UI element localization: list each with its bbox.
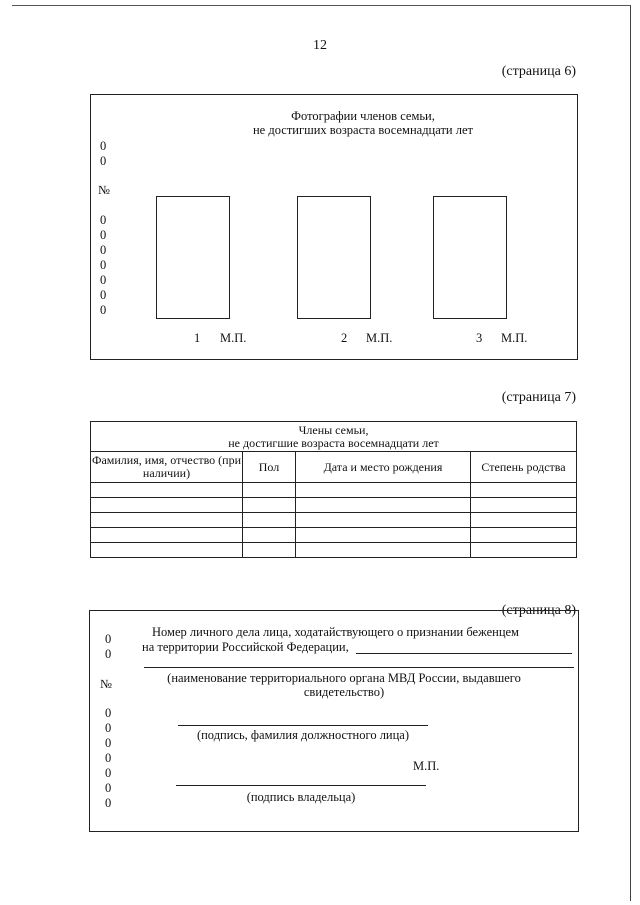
authority-field[interactable] xyxy=(144,659,574,668)
photos-section xyxy=(90,94,578,360)
authority-caption: (наименование территориального органа МВД России, выдавшего свидетельство) xyxy=(167,671,521,699)
digit: 0 xyxy=(105,781,112,795)
digit: 0 xyxy=(105,796,112,810)
photo-number-3: 3 xyxy=(476,331,483,345)
official-signature-caption: (подпись, фамилия должностного лица) xyxy=(196,728,410,742)
digit: 0 xyxy=(105,647,112,661)
table-cell[interactable] xyxy=(243,513,296,528)
table-row xyxy=(91,498,577,513)
digit: 0 xyxy=(100,273,107,287)
photo-stamp-2: М.П. xyxy=(366,331,393,345)
photo-frame-1 xyxy=(156,196,230,319)
digit: 0 xyxy=(100,139,107,153)
case-number-field[interactable] xyxy=(356,639,572,654)
photo-frame-2 xyxy=(297,196,371,319)
digit: 0 xyxy=(105,721,112,735)
digit: 0 xyxy=(100,303,107,317)
page6-number-sign: № xyxy=(98,183,110,197)
digit: 0 xyxy=(105,736,112,750)
page8-digits-top xyxy=(105,632,111,662)
table-cell[interactable] xyxy=(243,543,296,558)
table-cell[interactable] xyxy=(91,543,243,558)
table-row xyxy=(91,513,577,528)
case-number-line2: на территории Российской Федерации, xyxy=(142,640,349,654)
table-row xyxy=(91,483,577,498)
page6-digits-top xyxy=(100,139,106,169)
table-cell[interactable] xyxy=(471,513,577,528)
photo-number-2: 2 xyxy=(341,331,348,345)
photo-frame-3 xyxy=(433,196,507,319)
case-number-line1: Номер личного дела лица, ходатайствующего о признании беженцем xyxy=(152,625,519,639)
digit: 0 xyxy=(105,751,112,765)
table-title-line2: не достигшие возраста восемнадцати лет xyxy=(228,435,439,450)
table-cell[interactable] xyxy=(471,543,577,558)
col-header-sex: Пол xyxy=(243,452,296,483)
table-cell[interactable] xyxy=(296,528,471,543)
photo-stamp-1: М.П. xyxy=(220,331,247,345)
owner-signature-caption: (подпись владельца) xyxy=(246,790,356,804)
table-cell[interactable] xyxy=(243,528,296,543)
page8-digits-bottom xyxy=(105,706,111,811)
col-header-relation: Степень родства xyxy=(471,452,577,483)
table-title-line1: Члены семьи, xyxy=(298,422,369,437)
table-cell[interactable] xyxy=(91,528,243,543)
official-signature-field[interactable] xyxy=(178,715,428,726)
page8-number-sign: № xyxy=(100,677,112,691)
owner-signature-field[interactable] xyxy=(176,773,426,786)
table-row xyxy=(91,528,577,543)
table-cell[interactable] xyxy=(91,498,243,513)
photos-title-line1: Фотографии членов семьи, xyxy=(291,109,435,123)
photo-number-1: 1 xyxy=(194,331,201,345)
page6-caption: (страница 6) xyxy=(501,64,576,79)
digit: 0 xyxy=(100,213,107,227)
table-row xyxy=(91,543,577,558)
page8-caption: (страница 8) xyxy=(501,603,576,618)
page6-digits-bottom xyxy=(100,213,106,318)
photos-title-line2: не достигших возраста восемнадцати лет xyxy=(252,123,473,137)
photos-title xyxy=(91,109,635,137)
page8-stamp: М.П. xyxy=(413,759,440,773)
table-cell[interactable] xyxy=(243,498,296,513)
table-cell[interactable] xyxy=(471,483,577,498)
photo-stamp-3: М.П. xyxy=(501,331,528,345)
table-cell[interactable] xyxy=(91,513,243,528)
col-header-birth: Дата и место рождения xyxy=(296,452,471,483)
digit: 0 xyxy=(100,154,107,168)
digit: 0 xyxy=(100,288,107,302)
table-cell[interactable] xyxy=(296,513,471,528)
col-header-name: Фамилия, имя, отчество (при наличии) xyxy=(91,452,243,483)
table-cell[interactable] xyxy=(296,483,471,498)
table-cell[interactable] xyxy=(471,528,577,543)
table-cell[interactable] xyxy=(296,498,471,513)
page-number: 12 xyxy=(313,38,327,53)
page7-caption: (страница 7) xyxy=(501,390,576,405)
table-header-row xyxy=(91,452,577,483)
digit: 0 xyxy=(100,258,107,272)
table-title xyxy=(91,422,577,452)
digit: 0 xyxy=(105,766,112,780)
digit: 0 xyxy=(105,706,112,720)
family-members-table xyxy=(90,421,577,558)
table-cell[interactable] xyxy=(296,543,471,558)
digit: 0 xyxy=(105,632,112,646)
digit: 0 xyxy=(100,243,107,257)
table-cell[interactable] xyxy=(243,483,296,498)
digit: 0 xyxy=(100,228,107,242)
table-title-row xyxy=(91,422,577,452)
case-section xyxy=(89,610,579,832)
table-cell[interactable] xyxy=(91,483,243,498)
table-cell[interactable] xyxy=(471,498,577,513)
